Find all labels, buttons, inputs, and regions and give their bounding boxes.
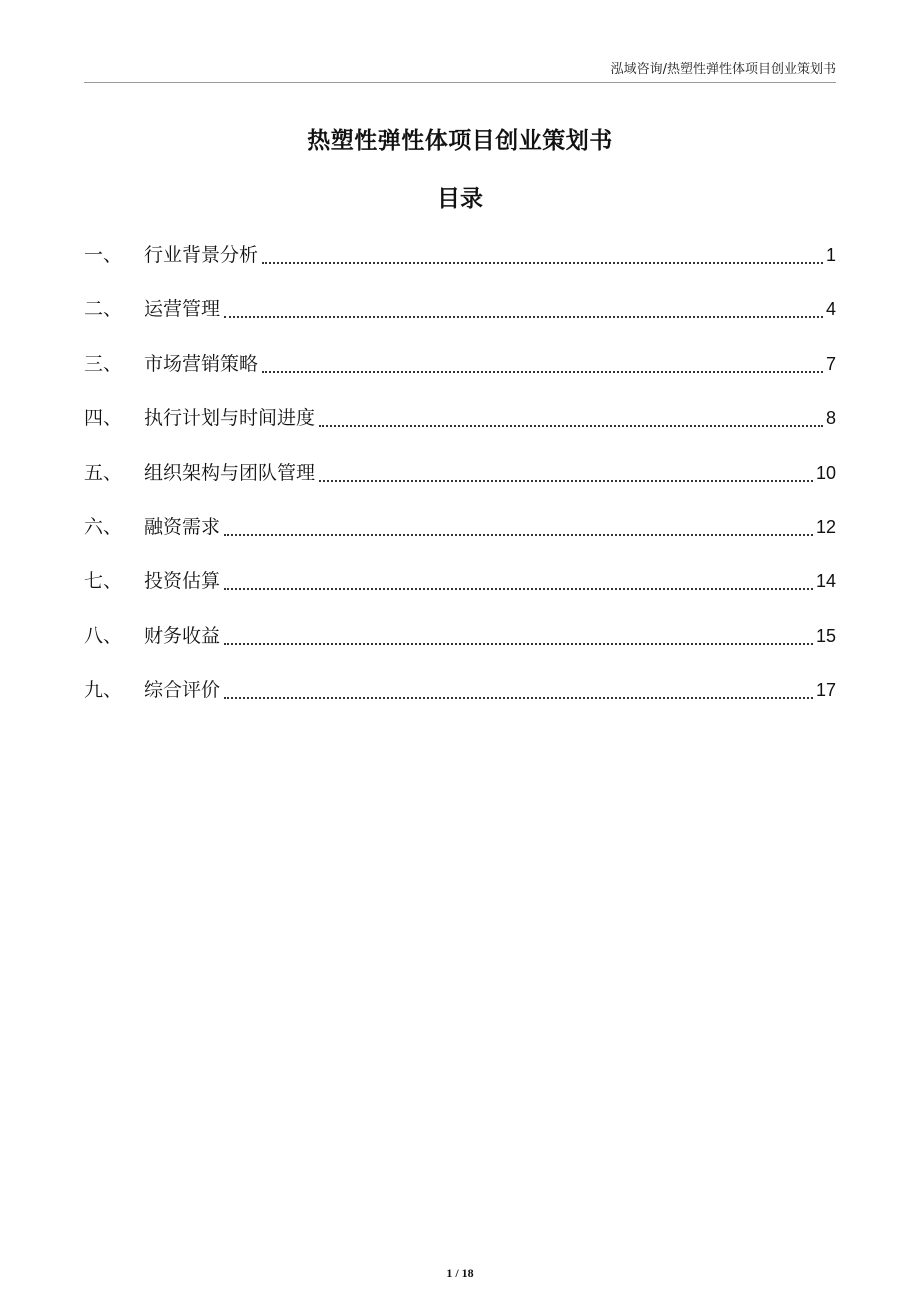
toc-dot-leader (319, 458, 813, 482)
header-divider (84, 82, 836, 83)
toc-entry-number: 八、 (84, 624, 123, 647)
toc-dot-leader (224, 566, 813, 590)
toc-entry-number: 六、 (84, 515, 123, 538)
toc-entry[interactable] (84, 455, 836, 509)
toc-entry-number: 四、 (84, 407, 123, 430)
toc-entry-page[interactable]: 14 (815, 571, 836, 592)
page-indicator: 1 / 18 (446, 1266, 474, 1280)
toc-entry-label[interactable]: 行业背景分析 (144, 244, 259, 266)
toc-entry-number: 三、 (84, 352, 123, 375)
toc-entry-page[interactable]: 10 (815, 462, 836, 483)
toc-entry-page[interactable]: 4 (825, 299, 836, 320)
toc-dot-leader (262, 240, 823, 264)
toc-entry-label[interactable]: 融资需求 (144, 515, 221, 538)
toc-heading: 目录 (437, 186, 483, 212)
toc-entry-number: 二、 (84, 298, 123, 321)
document-title: 热塑性弹性体项目创业策划书 (307, 128, 613, 154)
toc-entry-label[interactable]: 财务收益 (144, 624, 221, 647)
toc-entry-page[interactable]: 17 (815, 680, 836, 701)
toc-entry-label[interactable]: 组织架构与团队管理 (144, 461, 316, 484)
toc-entry-page[interactable]: 12 (815, 516, 836, 537)
toc-entry-label[interactable]: 运营管理 (144, 298, 221, 321)
toc-entry-number: 五、 (84, 461, 123, 484)
toc-entry[interactable] (84, 618, 836, 672)
toc-entry[interactable] (84, 346, 836, 400)
toc-entry[interactable] (84, 509, 836, 563)
toc-entry-label[interactable]: 投资估算 (144, 570, 221, 593)
toc-entry-page[interactable]: 8 (825, 408, 836, 429)
toc-entry-number: 七、 (84, 570, 123, 593)
toc-entry-number: 一、 (84, 244, 123, 266)
toc-dot-leader (224, 621, 813, 645)
toc-dot-leader (262, 349, 823, 373)
toc-entry-label[interactable]: 市场营销策略 (144, 352, 259, 375)
toc-entry[interactable] (84, 291, 836, 345)
toc-entry-label[interactable]: 综合评价 (144, 679, 221, 702)
toc-entry[interactable] (84, 400, 836, 454)
toc-entry-number: 九、 (84, 679, 123, 702)
toc-entry[interactable] (84, 237, 836, 291)
toc-dot-leader (224, 294, 823, 318)
toc-entry[interactable] (84, 563, 836, 617)
toc-dot-leader (224, 512, 813, 536)
toc-dot-leader (319, 403, 823, 427)
table-of-contents (84, 237, 836, 727)
toc-entry[interactable] (84, 672, 836, 726)
toc-entry-page[interactable]: 15 (815, 625, 836, 646)
toc-entry-page[interactable]: 7 (825, 353, 836, 374)
toc-entry-page[interactable]: 1 (825, 245, 836, 265)
running-header: 泓域咨询/热塑性弹性体项目创业策划书 (610, 62, 836, 77)
toc-dot-leader (224, 675, 813, 699)
toc-entry-label[interactable]: 执行计划与时间进度 (144, 407, 316, 430)
